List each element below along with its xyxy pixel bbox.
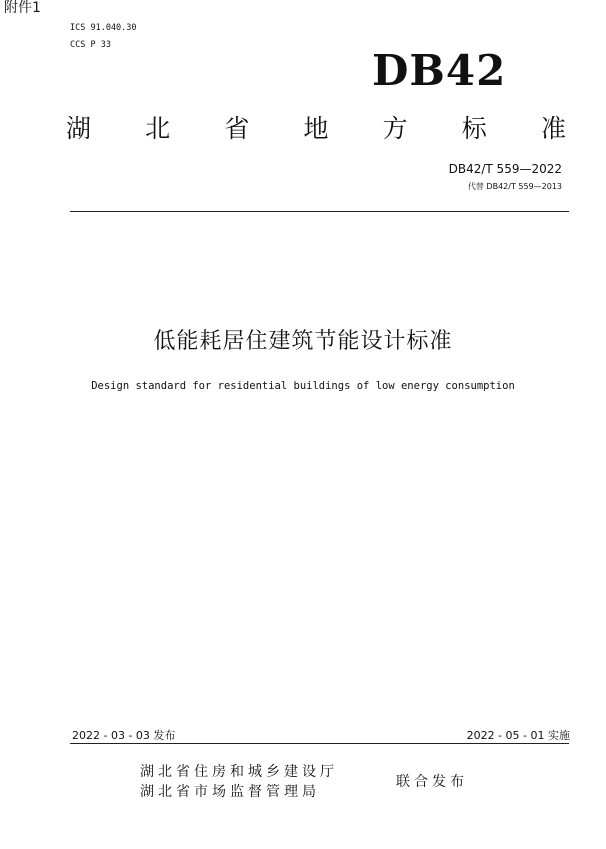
issuer-char: 湖: [66, 114, 92, 143]
ccs-code: CCS P 33: [70, 40, 111, 50]
issuing-department-2: 湖北省市场监督管理局: [140, 784, 320, 800]
issuer-char: 标: [461, 114, 487, 143]
replaces-note: 代替 DB42/T 559—2013: [467, 182, 562, 191]
footer-divider: [70, 743, 569, 744]
standard-number: DB42/T 559—2022: [448, 162, 562, 176]
issuer-char: 省: [224, 114, 250, 143]
document-title-en: Design standard for residential buildings of low energy consumption: [91, 380, 515, 392]
issuer-char: 准: [540, 114, 566, 143]
standard-code-logo: DB42: [372, 46, 507, 95]
header-divider: [70, 211, 569, 212]
joint-release-label: 联合发布: [396, 774, 468, 790]
document-title-cn: 低能耗居住建筑节能设计标准: [153, 329, 453, 354]
attachment-label: 附件1: [4, 0, 41, 16]
issuer-char: 方: [382, 114, 408, 143]
issuer-char: 地: [303, 114, 329, 143]
implementation-date: 2022 - 05 - 01 实施: [466, 729, 570, 742]
issue-date: 2022 - 03 - 03 发布: [72, 729, 176, 742]
issuer-char: 北: [145, 114, 171, 143]
ics-code: ICS 91.040.30: [70, 23, 137, 33]
issuer-heading: [66, 114, 566, 144]
issuing-department-1: 湖北省住房和城乡建设厅: [140, 764, 338, 780]
